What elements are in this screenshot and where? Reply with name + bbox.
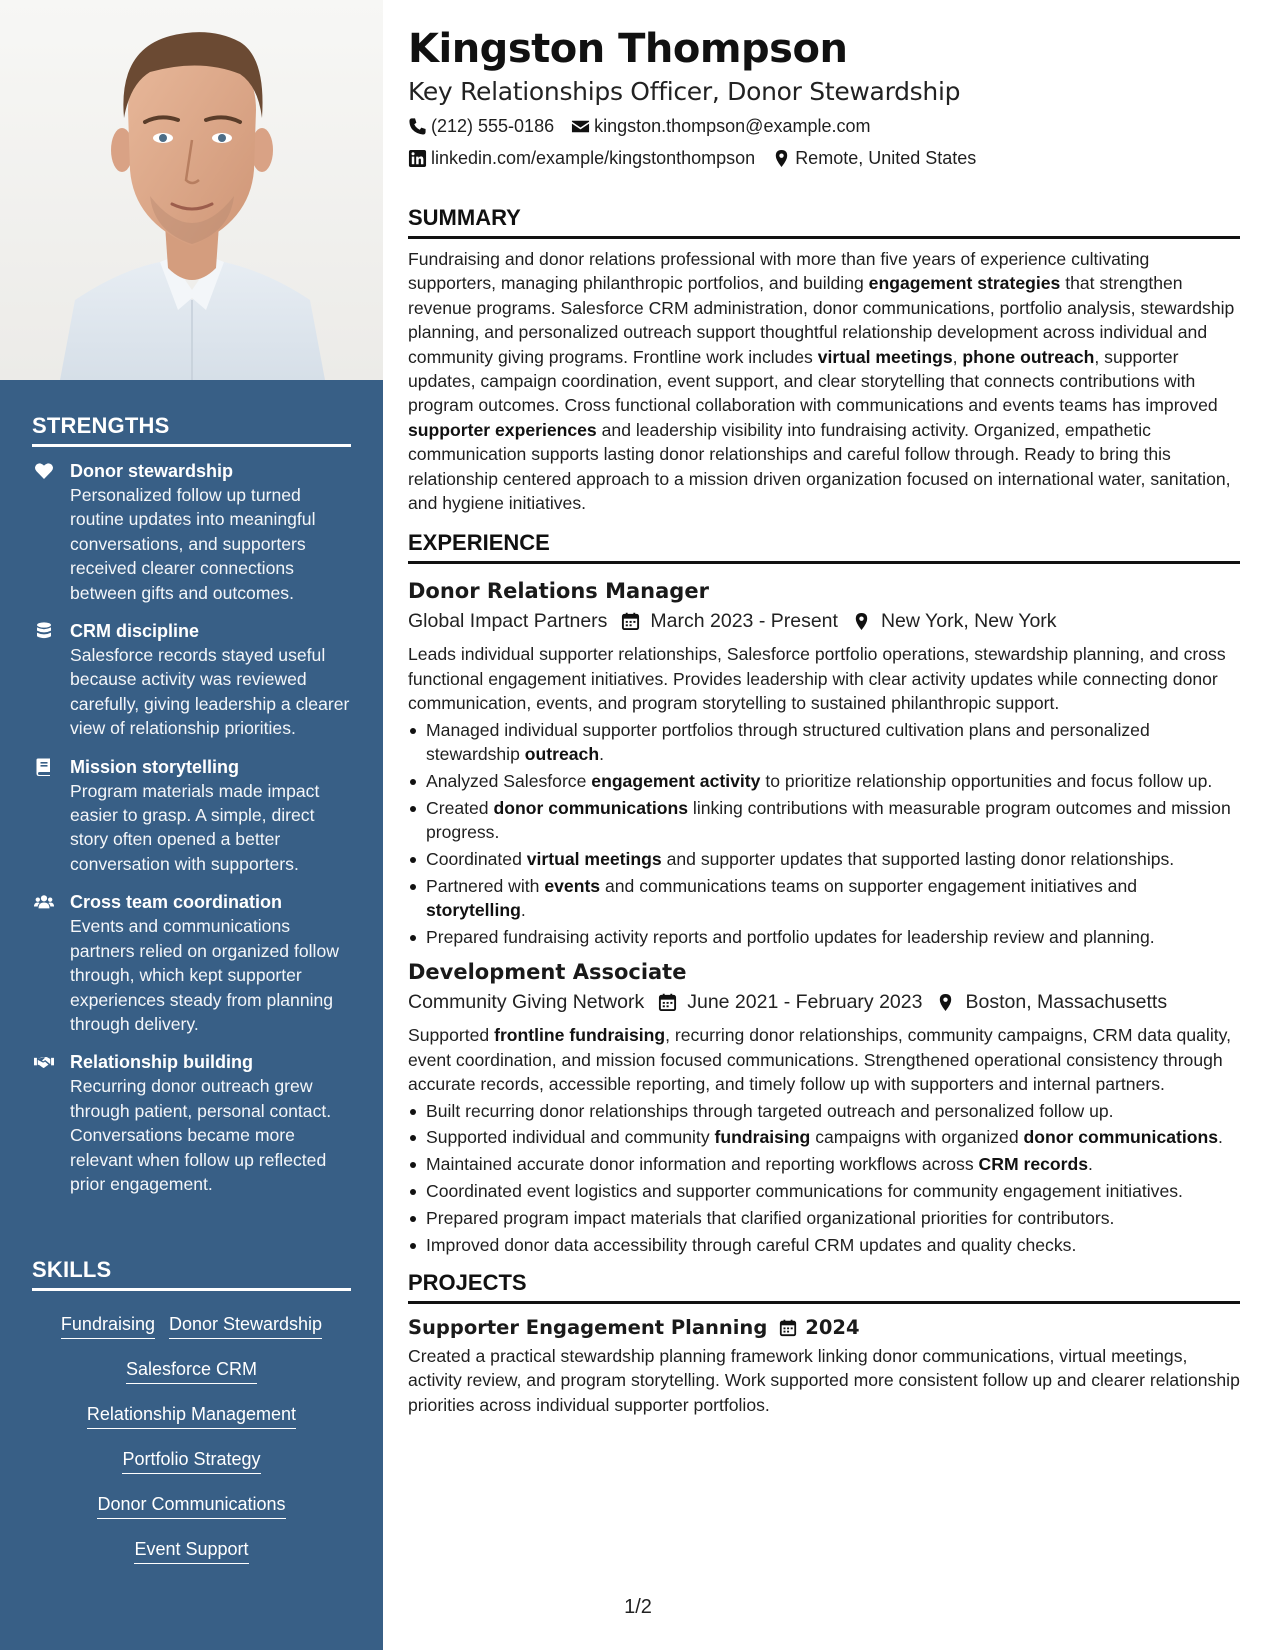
job-entry bbox=[408, 576, 1240, 949]
strength-item bbox=[32, 1050, 351, 1196]
emphasis-text: engagement activity bbox=[591, 770, 761, 791]
strengths-section bbox=[32, 413, 351, 1196]
contact-row bbox=[408, 142, 1240, 174]
heart-icon bbox=[34, 461, 54, 481]
strengths-heading: STRENGTHS bbox=[32, 413, 351, 447]
book-icon bbox=[34, 757, 54, 777]
project-title: Supporter Engagement Planning bbox=[408, 1315, 768, 1339]
linkedin-text: linkedin.com/example/kingstonthompson bbox=[431, 148, 756, 168]
job-meta bbox=[408, 606, 1240, 636]
strength-text: Recurring donor outreach grew through patient, personal contact. Conversations became more relevant when follow up reflected prior engagement. bbox=[70, 1076, 332, 1194]
page-indicator: 1/2 bbox=[624, 1596, 652, 1618]
strength-text: Events and communications partners relied on organized follow through, which kept supporter experiences steady from planning through delivery. bbox=[70, 916, 339, 1034]
skill-tag: Relationship Management bbox=[87, 1402, 296, 1429]
emphasis-text: phone outreach bbox=[962, 346, 1095, 367]
skill-tag: Portfolio Strategy bbox=[122, 1447, 260, 1474]
emphasis-text: outreach bbox=[524, 744, 600, 765]
strength-item bbox=[32, 459, 351, 605]
job-location: New York, New York bbox=[880, 610, 1057, 633]
skill-tag: Donor Communications bbox=[97, 1492, 285, 1519]
contact-phone[interactable] bbox=[408, 110, 554, 142]
job-dates: March 2023 - Present bbox=[650, 610, 838, 633]
skills-heading: SKILLS bbox=[32, 1257, 351, 1291]
strength-item bbox=[32, 619, 351, 741]
emphasis-text: donor communications bbox=[1023, 1127, 1219, 1148]
strength-item bbox=[32, 890, 351, 1036]
users-icon bbox=[34, 892, 54, 912]
strength-title: Mission storytelling bbox=[70, 756, 240, 777]
bullet-item: Coordinated virtual meetings and supporter updates that supported lasting donor relationships. bbox=[408, 847, 1240, 871]
bullet-item: Supported individual and community fundraising campaigns with organized donor communications. bbox=[408, 1125, 1240, 1149]
emphasis-text: CRM records bbox=[978, 1154, 1089, 1175]
skill-tag: Event Support bbox=[134, 1537, 248, 1564]
emphasis-text: engagement strategies bbox=[868, 273, 1061, 294]
sidebar bbox=[0, 0, 383, 1650]
strength-title: Cross team coordination bbox=[70, 892, 283, 913]
profile-photo bbox=[0, 0, 383, 380]
database-icon bbox=[34, 621, 54, 641]
skill-tag: Fundraising bbox=[61, 1312, 155, 1339]
linkedin-icon bbox=[408, 149, 427, 168]
handshake-icon bbox=[34, 1052, 54, 1072]
strength-text: Program materials made impact easier to grasp. A simple, direct story often opened a better conversation with supporters. bbox=[70, 780, 320, 874]
emphasis-text: donor communications bbox=[493, 797, 689, 818]
bullet-item: Created donor communications linking contributions with measurable program outcomes and mission progress. bbox=[408, 796, 1240, 845]
emphasis-text: storytelling bbox=[426, 900, 521, 921]
job-summary: Leads individual supporter relationships, Salesforce portfolio operations, stewardship planning, and cross functional engagement initiatives. Provides leadership with clear activity updates while connecting donor communication, events, and program storytelling to sustained philanthropic support. bbox=[408, 644, 1226, 714]
location-text: Remote, United States bbox=[795, 148, 977, 168]
location-pin-icon bbox=[852, 612, 871, 631]
job-summary: Supported frontline fundraising, recurring donor relationships, community campaigns, CRM data quality, event coordination, and mission focused communications. Strengthened operational consistency through accurate records, accessible reporting, and timely follow up with supporters and internal partners. bbox=[408, 1025, 1231, 1095]
candidate-name: Kingston Thompson bbox=[408, 26, 848, 72]
summary-heading: SUMMARY bbox=[408, 204, 1240, 239]
bullet-item: Managed individual supporter portfolios through structured cultivation plans and personalized stewardship outreach. bbox=[408, 718, 1240, 767]
project-description: Created a practical stewardship planning framework linking donor communications, virtual meetings, activity review, and program storytelling. Work supported more consistent follow up and clearer relationship priorities across individual supporter portfolios. bbox=[408, 1345, 1240, 1415]
emphasis-text: frontline fundraising bbox=[494, 1025, 666, 1046]
job-title: Development Associate bbox=[408, 960, 687, 985]
job-title: Donor Relations Manager bbox=[408, 579, 709, 604]
project-title-row bbox=[408, 1314, 1240, 1342]
strength-text: Salesforce records stayed useful because activity was reviewed carefully, giving leadership a clearer view of relationship priorities. bbox=[70, 645, 350, 739]
emphasis-text: supporter experiences bbox=[408, 419, 597, 440]
candidate-headline: Key Relationships Officer, Donor Stewardship bbox=[408, 77, 961, 106]
contact-email[interactable] bbox=[571, 110, 870, 142]
strength-item bbox=[32, 755, 351, 877]
bullet-item: Improved donor data accessibility through careful CRM updates and quality checks. bbox=[408, 1233, 1240, 1257]
job-company: Community Giving Network bbox=[408, 991, 645, 1014]
experience-heading: EXPERIENCE bbox=[408, 529, 1240, 564]
contact-block bbox=[408, 110, 1240, 174]
location-pin-icon bbox=[936, 993, 955, 1012]
bullet-item: Analyzed Salesforce engagement activity to prioritize relationship opportunities and focus follow up. bbox=[408, 769, 1240, 793]
job-location: Boston, Massachusetts bbox=[965, 991, 1168, 1014]
project-year: 2024 bbox=[805, 1315, 860, 1339]
emphasis-text: events bbox=[544, 875, 601, 896]
job-meta bbox=[408, 987, 1240, 1017]
summary-section bbox=[408, 204, 1240, 515]
bullet-item: Built recurring donor relationships through targeted outreach and personalized follow up. bbox=[408, 1099, 1240, 1123]
strength-text: Personalized follow up turned routine updates into meaningful conversations, and supporters received clearer connections between gifts and outcomes. bbox=[70, 485, 316, 603]
contact-linkedin[interactable] bbox=[408, 142, 755, 174]
projects-heading: PROJECTS bbox=[408, 1269, 1240, 1304]
strength-title: Relationship building bbox=[70, 1052, 253, 1073]
job-bullets bbox=[408, 1099, 1240, 1257]
contact-row bbox=[408, 110, 1240, 142]
bullet-item: Partnered with events and communications teams on supporter engagement initiatives and storytelling. bbox=[408, 874, 1240, 923]
emphasis-text: virtual meetings bbox=[526, 848, 662, 869]
bullet-item: Prepared program impact materials that clarified organizational priorities for contributors. bbox=[408, 1206, 1240, 1230]
skill-list bbox=[32, 1303, 351, 1573]
location-pin-icon bbox=[772, 149, 791, 168]
job-bullets bbox=[408, 718, 1240, 950]
skills-section bbox=[32, 1257, 351, 1573]
emphasis-text: virtual meetings bbox=[817, 346, 953, 367]
contact-location bbox=[772, 142, 976, 174]
job-dates: June 2021 - February 2023 bbox=[687, 991, 923, 1014]
job-entry bbox=[408, 957, 1240, 1257]
calendar-icon bbox=[658, 993, 677, 1012]
projects-section bbox=[408, 1269, 1240, 1417]
bullet-item: Prepared fundraising activity reports and portfolio updates for leadership review and planning. bbox=[408, 925, 1240, 949]
email-text: kingston.thompson@example.com bbox=[594, 116, 871, 136]
bullet-item: Maintained accurate donor information and reporting workflows across CRM records. bbox=[408, 1152, 1240, 1176]
strength-title: CRM discipline bbox=[70, 621, 200, 642]
skill-tag: Salesforce CRM bbox=[126, 1357, 257, 1384]
phone-text: (212) 555-0186 bbox=[431, 116, 555, 136]
strength-title: Donor stewardship bbox=[70, 461, 234, 481]
calendar-icon bbox=[621, 612, 640, 631]
job-company: Global Impact Partners bbox=[408, 610, 608, 633]
experience-section bbox=[408, 529, 1240, 1256]
bullet-item: Coordinated event logistics and supporter communications for community engagement initiatives. bbox=[408, 1179, 1240, 1203]
envelope-icon bbox=[571, 117, 590, 136]
emphasis-text: fundraising bbox=[714, 1127, 811, 1148]
main-content bbox=[408, 22, 1240, 1417]
phone-icon bbox=[408, 117, 427, 136]
calendar-icon bbox=[779, 1319, 797, 1337]
skill-tag: Donor Stewardship bbox=[169, 1312, 322, 1339]
summary-text: Fundraising and donor relations professional with more than five years of experience cultivating supporters, managing philanthropic portfolios, and building engagement strategies that strengthen revenue programs. Salesforce CRM administration, donor communications, portfolio analysis, stewardship planning, and personalized outreach support thoughtful relationship development across individual and community giving programs. Frontline work includes virtual meetings, phone outreach, supporter updates, campaign coordination, event support, and clear storytelling that connects contributions with program outcomes. Cross functional collaboration with communications and events teams has improved supporter experiences and leadership visibility into fundraising activity. Organized, empathetic communication supports lasting donor relationships and careful follow through. Ready to bring this relationship centered approach to a mission driven organization focused on international water, sanitation, and hygiene initiatives. bbox=[408, 249, 1235, 514]
